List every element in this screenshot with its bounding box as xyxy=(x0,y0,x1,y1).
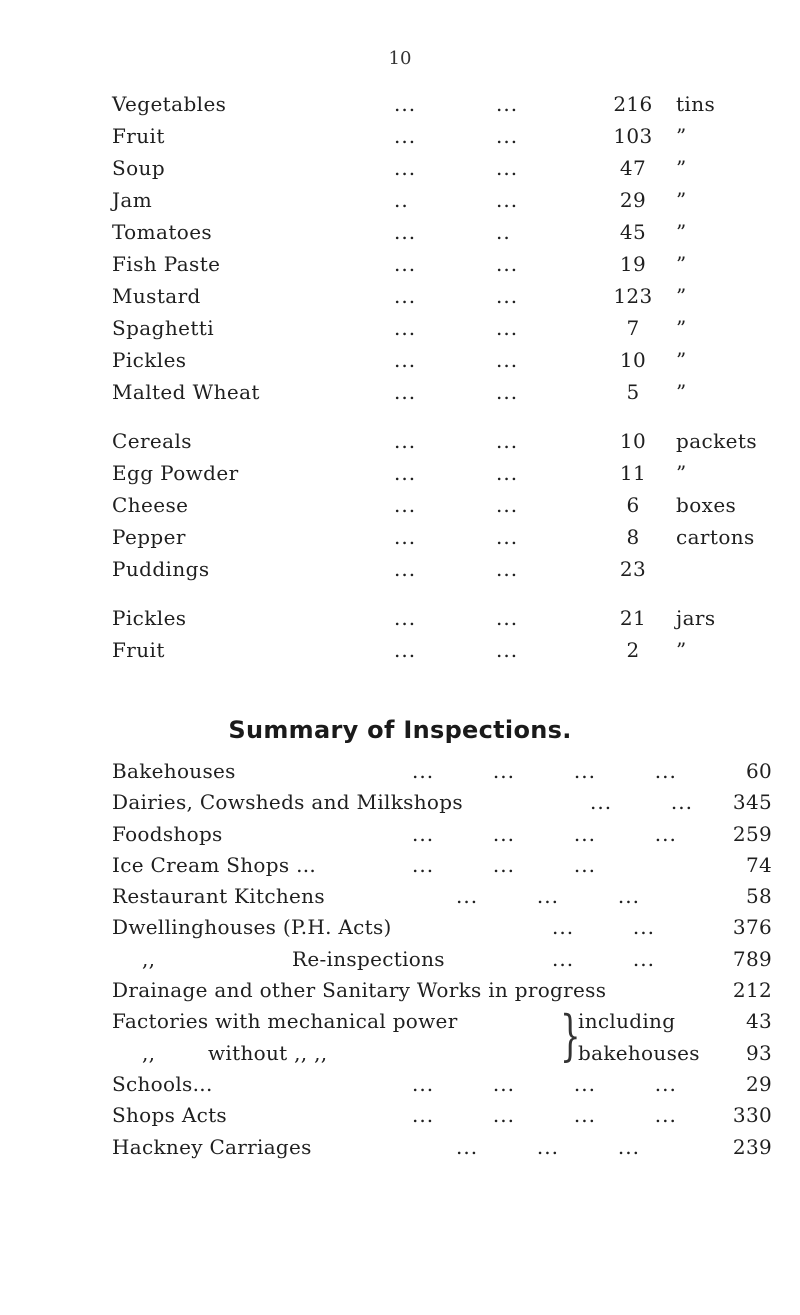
inventory-row xyxy=(112,152,752,184)
item-unit: tins xyxy=(676,92,716,116)
leader-dots: ... xyxy=(496,429,519,453)
inventory-row xyxy=(112,376,752,408)
summary-value: 330 xyxy=(732,1103,772,1128)
item-quantity: 216 xyxy=(613,92,653,116)
leader-dots: ... ... ... xyxy=(456,884,640,909)
item-name: Pepper xyxy=(112,525,186,549)
inventory-row xyxy=(112,634,752,666)
item-name: Cheese xyxy=(112,493,189,517)
item-unit: ” xyxy=(676,220,687,244)
item-quantity: 7 xyxy=(626,316,640,340)
leader-dots: ... ... ... ... xyxy=(412,821,677,846)
leader-dots: ... xyxy=(496,557,519,581)
ditto-mark: ,, xyxy=(142,1040,156,1065)
leader-dots: ... xyxy=(394,316,417,340)
summary-value: 212 xyxy=(732,978,772,1003)
summary-value: 376 xyxy=(732,915,772,940)
leader-dots: ... ... ... ... xyxy=(412,759,677,783)
item-name: Mustard xyxy=(112,284,201,308)
leader-dots: ... ... ... xyxy=(412,852,596,877)
summary-title: Summary of Inspections. xyxy=(228,716,572,744)
right-brace: } xyxy=(560,1004,581,1068)
page-number: 10 xyxy=(388,48,412,69)
leader-dots: ... xyxy=(394,557,417,581)
item-quantity: 103 xyxy=(613,124,653,148)
inventory-row xyxy=(112,248,752,280)
summary-label: Bakehouses xyxy=(112,759,236,783)
leader-dots: ... ... ... ... xyxy=(412,1103,677,1128)
leader-dots: ... xyxy=(496,124,519,148)
leader-dots: ... ... ... xyxy=(456,1134,640,1159)
leader-dots: ... xyxy=(496,493,519,517)
summary-label: Dwellinghouses (P.H. Acts) xyxy=(112,915,392,940)
leader-dots: ... xyxy=(394,380,417,404)
summary-value: 74 xyxy=(745,852,772,877)
summary-row xyxy=(112,787,772,818)
leader-dots: ... xyxy=(496,156,519,180)
bracket-note: bakehouses xyxy=(578,1040,700,1065)
item-unit: ” xyxy=(676,316,687,340)
item-name: Fruit xyxy=(112,124,165,148)
summary-label: Schools... xyxy=(112,1071,213,1096)
item-quantity: 19 xyxy=(619,252,647,276)
inventory-row xyxy=(112,553,752,585)
leader-dots: ... xyxy=(394,493,417,517)
summary-label: Re-inspections xyxy=(292,946,445,971)
summary-row xyxy=(112,912,772,943)
item-unit: ” xyxy=(676,348,687,372)
leader-dots: .. xyxy=(496,220,511,244)
item-quantity: 8 xyxy=(626,525,640,549)
summary-value: 93 xyxy=(745,1040,772,1065)
summary-row xyxy=(112,1132,772,1163)
item-name: Cereals xyxy=(112,429,192,453)
leader-dots: ... xyxy=(394,429,417,453)
summary-value: 789 xyxy=(732,946,772,971)
item-quantity: 21 xyxy=(619,606,647,630)
leader-dots: ... ... ... ... xyxy=(412,1071,677,1096)
leader-dots: ... xyxy=(394,284,417,308)
summary-row xyxy=(112,819,772,850)
summary-label: Factories with mechanical power xyxy=(112,1009,458,1034)
summary-value: 60 xyxy=(745,759,772,783)
item-name: Vegetables xyxy=(112,92,227,116)
leader-dots: ... xyxy=(394,220,417,244)
inventory-row xyxy=(112,425,757,457)
leader-dots: ... xyxy=(496,252,519,276)
summary-list xyxy=(112,756,772,1163)
inventory-row xyxy=(112,602,752,634)
item-name: Puddings xyxy=(112,557,210,581)
item-quantity: 11 xyxy=(619,461,647,485)
summary-value: 29 xyxy=(745,1071,772,1096)
summary-label: Dairies, Cowsheds and Milkshops xyxy=(112,790,463,815)
inventory-row xyxy=(112,120,752,152)
leader-dots: ... xyxy=(394,606,417,630)
item-name: Fish Paste xyxy=(112,252,221,276)
summary-value: 239 xyxy=(732,1134,772,1159)
leader-dots: ... ... xyxy=(590,790,694,815)
inventory-row xyxy=(112,457,752,489)
summary-row xyxy=(112,944,772,975)
leader-dots: ... xyxy=(394,461,417,485)
leader-dots: ... xyxy=(496,188,519,212)
item-unit: packets xyxy=(676,429,757,453)
summary-row xyxy=(112,881,772,912)
leader-dots: ... xyxy=(394,252,417,276)
item-unit: ” xyxy=(676,156,687,180)
inventory-group xyxy=(112,88,752,408)
leader-dots: ... xyxy=(496,92,519,116)
item-name: Spaghetti xyxy=(112,316,215,340)
inventory-row xyxy=(112,216,752,248)
inventory-row xyxy=(112,280,752,312)
summary-value: 58 xyxy=(745,884,772,909)
summary-row xyxy=(112,756,772,787)
item-name: Fruit xyxy=(112,638,165,662)
item-unit: ” xyxy=(676,380,687,404)
item-quantity: 45 xyxy=(619,220,647,244)
summary-row xyxy=(112,975,772,1006)
item-quantity: 2 xyxy=(626,638,640,662)
item-quantity: 5 xyxy=(626,380,640,404)
item-quantity: 10 xyxy=(619,348,647,372)
leader-dots: ... xyxy=(394,525,417,549)
item-quantity: 6 xyxy=(626,493,640,517)
item-unit: cartons xyxy=(676,525,755,549)
item-name: Pickles xyxy=(112,348,187,372)
inventory-group xyxy=(112,602,752,666)
item-unit: ” xyxy=(676,188,687,212)
inventory-group xyxy=(112,425,757,585)
item-name: Soup xyxy=(112,156,166,180)
leader-dots: ... xyxy=(496,606,519,630)
leader-dots: ... xyxy=(496,348,519,372)
summary-row xyxy=(112,1038,772,1069)
ditto-mark: ,, xyxy=(142,946,156,971)
leader-dots: ... ... xyxy=(552,946,656,971)
leader-dots: ... xyxy=(496,380,519,404)
inventory-row xyxy=(112,312,752,344)
summary-row xyxy=(112,1100,772,1131)
item-quantity: 23 xyxy=(619,557,647,581)
leader-dots: .. xyxy=(394,188,409,212)
summary-value: 259 xyxy=(732,821,772,846)
item-unit: ” xyxy=(676,124,687,148)
item-name: Pickles xyxy=(112,606,187,630)
item-name: Jam xyxy=(112,188,153,212)
summary-label: Shops Acts xyxy=(112,1103,227,1128)
leader-dots: ... xyxy=(496,284,519,308)
summary-row xyxy=(112,1069,772,1100)
item-unit: ” xyxy=(676,284,687,308)
leader-dots: ... xyxy=(394,638,417,662)
item-unit: jars xyxy=(676,606,716,630)
leader-dots: ... xyxy=(394,124,417,148)
item-quantity: 47 xyxy=(619,156,647,180)
inventory-row xyxy=(112,344,752,376)
summary-label: Foodshops xyxy=(112,821,223,846)
leader-dots: ... xyxy=(394,348,417,372)
inventory-list xyxy=(112,88,757,666)
summary-value: 43 xyxy=(745,1009,772,1034)
item-quantity: 10 xyxy=(619,429,647,453)
leader-dots: ... xyxy=(496,525,519,549)
summary-label: without ,, ,, xyxy=(208,1040,328,1065)
summary-label: Drainage and other Sanitary Works in progress xyxy=(112,978,607,1003)
item-name: Malted Wheat xyxy=(112,380,260,404)
summary-value: 345 xyxy=(732,790,772,815)
inventory-row xyxy=(112,88,752,120)
item-unit: ” xyxy=(676,638,687,662)
leader-dots: ... xyxy=(496,316,519,340)
item-quantity: 29 xyxy=(619,188,647,212)
summary-row xyxy=(112,850,772,881)
item-name: Tomatoes xyxy=(112,220,213,244)
leader-dots: ... xyxy=(394,92,417,116)
item-unit: ” xyxy=(676,461,687,485)
item-unit: boxes xyxy=(676,493,737,517)
summary-label: Ice Cream Shops ... xyxy=(112,852,317,877)
inventory-row xyxy=(112,489,752,521)
item-quantity: 123 xyxy=(613,284,653,308)
bracket-note: including xyxy=(578,1009,676,1034)
item-unit: ” xyxy=(676,252,687,276)
item-name: Egg Powder xyxy=(112,461,239,485)
leader-dots: ... xyxy=(496,461,519,485)
inventory-row xyxy=(112,184,752,216)
summary-label: Hackney Carriages xyxy=(112,1134,312,1159)
inventory-row xyxy=(112,521,755,553)
leader-dots: ... xyxy=(496,638,519,662)
leader-dots: ... xyxy=(394,156,417,180)
leader-dots: ... ... xyxy=(552,915,656,940)
summary-label: Restaurant Kitchens xyxy=(112,884,325,909)
